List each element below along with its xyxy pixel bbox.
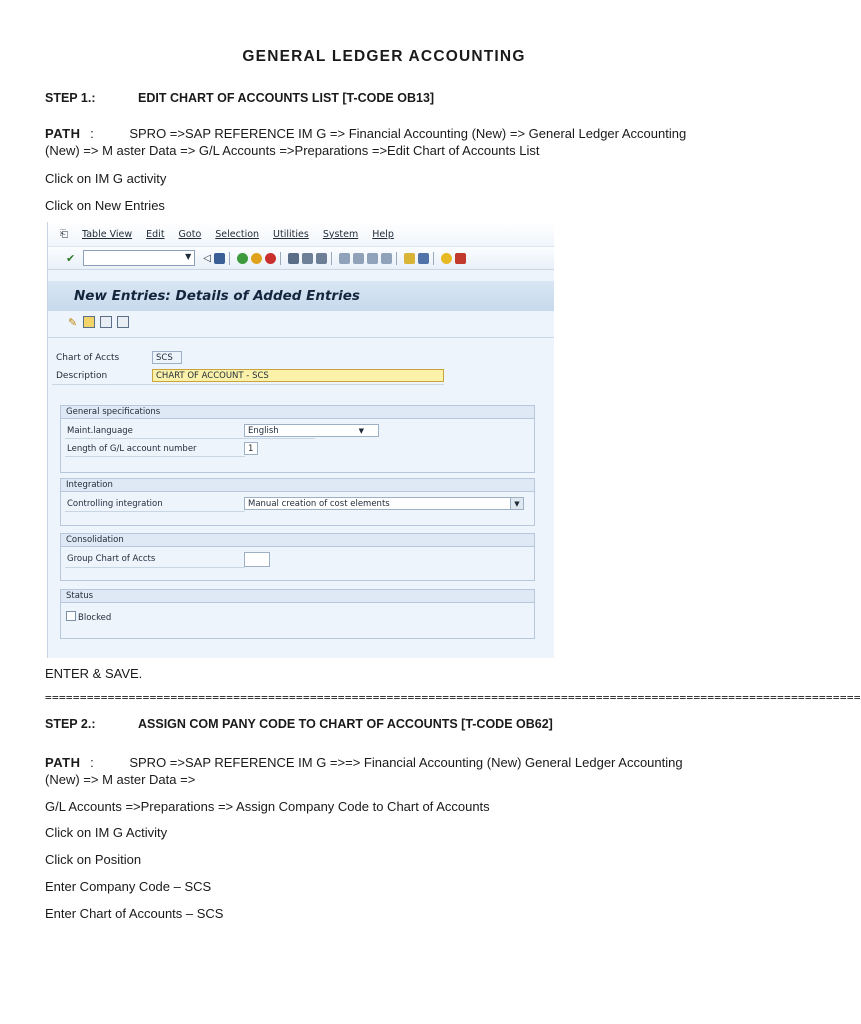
toolbar-separator <box>396 252 397 265</box>
menu-edit[interactable]: Edit <box>146 228 165 240</box>
group-chart-label: Group Chart of Accts <box>67 554 156 564</box>
controlling-integration-select[interactable] <box>244 497 524 510</box>
step2-click-position: Click on Position <box>45 852 142 867</box>
step2-label: STEP 2.: <box>45 717 96 731</box>
underline <box>65 456 245 457</box>
consolidation-header: Consolidation <box>61 534 534 547</box>
step2-title: ASSIGN COM PANY CODE TO CHART OF ACCOUNTS [T-CODE OB62] <box>138 717 553 731</box>
help-icon[interactable] <box>441 253 452 264</box>
undo-icon[interactable] <box>117 316 129 328</box>
sap-screenshot <box>47 222 554 658</box>
toolbar-separator <box>229 252 230 265</box>
underline <box>65 567 245 568</box>
command-field[interactable] <box>83 250 195 266</box>
screen-title-bar <box>48 281 554 311</box>
command-dropdown-icon[interactable]: ▼ <box>185 252 192 261</box>
toolbar-separator <box>331 252 332 265</box>
step2-enter-company-code: Enter Company Code – SCS <box>45 879 212 894</box>
find-next-icon[interactable] <box>316 253 327 264</box>
delete-icon[interactable] <box>100 316 112 328</box>
controlling-integration-label: Controlling integration <box>67 499 163 509</box>
new-session-icon[interactable] <box>404 253 415 264</box>
toolbar-separator <box>280 252 281 265</box>
group-chart-field[interactable] <box>244 552 270 567</box>
blocked-row <box>66 611 111 623</box>
step2-heading <box>45 717 553 731</box>
enter-check-icon[interactable]: ✔ <box>66 251 76 265</box>
step1-path-label: PATH <box>45 126 81 141</box>
display-change-icon[interactable]: ✎ <box>68 315 78 329</box>
integration-group <box>60 478 535 526</box>
controlling-integration-value: Manual creation of cost elements <box>248 499 390 509</box>
description-label: Description <box>56 371 108 381</box>
divider: ===================================================================================================================== <box>45 691 861 704</box>
status-header: Status <box>61 590 534 603</box>
toolbar-separator <box>433 252 434 265</box>
consolidation-group <box>60 533 535 581</box>
step1-click-new-entries: Click on New Entries <box>45 198 165 213</box>
step2-line3: G/L Accounts =>Preparations => Assign Company Code to Chart of Accounts <box>45 799 490 814</box>
maint-language-label: Maint.language <box>67 426 133 436</box>
chevron-down-icon[interactable]: ▼ <box>358 427 364 435</box>
application-toolbar <box>48 311 554 333</box>
step2-click-img: Click on IM G Activity <box>45 825 168 840</box>
step2-enter-chart: Enter Chart of Accounts – SCS <box>45 906 224 921</box>
step2-path <box>45 754 725 788</box>
length-gl-field[interactable]: 1 <box>244 442 258 455</box>
blocked-label: Blocked <box>78 613 112 623</box>
general-specifications-group <box>60 405 535 473</box>
screen-title: New Entries: Details of Added Entries <box>74 288 360 304</box>
maint-language-select[interactable] <box>244 424 379 437</box>
last-page-icon[interactable] <box>381 253 392 264</box>
dropdown-button-icon[interactable]: ▼ <box>510 498 523 509</box>
step1-title: EDIT CHART OF ACCOUNTS LIST [T-CODE OB13] <box>138 91 435 105</box>
save-icon[interactable] <box>214 253 225 264</box>
first-page-icon[interactable] <box>339 253 350 264</box>
step1-heading <box>45 91 434 105</box>
print-icon[interactable] <box>288 253 299 264</box>
menu-table-view[interactable]: Table View <box>82 228 133 240</box>
chart-of-accts-label: Chart of Accts <box>56 353 120 363</box>
menu-help[interactable]: Help <box>372 228 394 240</box>
underline <box>65 511 245 512</box>
find-icon[interactable] <box>302 253 313 264</box>
sap-menubar <box>48 222 554 247</box>
step1-enter-save: ENTER & SAVE. <box>45 666 143 681</box>
step1-label: STEP 1.: <box>45 91 96 105</box>
chart-of-accts-row <box>56 350 119 366</box>
underline <box>65 438 315 439</box>
previous-page-icon[interactable] <box>353 253 364 264</box>
layout-icon[interactable] <box>455 253 466 264</box>
step1-path <box>45 125 725 159</box>
document-title: GENERAL LEDGER ACCOUNTING <box>242 48 526 65</box>
menu-system[interactable]: System <box>322 228 359 240</box>
description-field[interactable]: CHART OF ACCOUNT - SCS <box>152 369 444 382</box>
underline <box>52 384 444 385</box>
menu-selection[interactable]: Selection <box>215 228 260 240</box>
status-group <box>60 589 535 639</box>
copy-icon[interactable] <box>83 316 95 328</box>
divider-line <box>48 337 554 338</box>
sap-window-menu-icon[interactable]: ⎗ <box>60 228 68 240</box>
cancel-icon[interactable] <box>265 253 276 264</box>
back-arrow-icon[interactable]: ◁ <box>203 252 211 264</box>
sap-standard-toolbar <box>48 247 554 270</box>
back-icon[interactable] <box>237 253 248 264</box>
general-specifications-header: General specifications <box>61 406 534 419</box>
menu-utilities[interactable]: Utilities <box>273 228 309 240</box>
next-page-icon[interactable] <box>367 253 378 264</box>
step2-path-sep: : <box>90 755 94 770</box>
step1-path-line2: (New) => M aster Data => G/L Accounts =>Preparations =>Edit Chart of Accounts List <box>45 143 540 158</box>
exit-icon[interactable] <box>251 253 262 264</box>
chart-of-accts-field[interactable]: SCS <box>152 351 182 364</box>
menu-goto[interactable]: Goto <box>178 228 202 240</box>
length-gl-label: Length of G/L account number <box>67 444 197 454</box>
step1-path-line1: SPRO =>SAP REFERENCE IM G => Financial Accounting (New) => General Ledger Accounting <box>129 126 687 141</box>
step1-path-sep: : <box>90 126 94 141</box>
blocked-checkbox[interactable] <box>66 611 76 621</box>
step2-path-line2: (New) => M aster Data => <box>45 772 196 787</box>
integration-header: Integration <box>61 479 534 492</box>
step2-path-label: PATH <box>45 755 81 770</box>
maint-language-value: English <box>248 426 279 436</box>
description-row <box>56 368 107 384</box>
shortcut-icon[interactable] <box>418 253 429 264</box>
step2-path-line1: SPRO =>SAP REFERENCE IM G =>=> Financial Accounting (New) General Ledger Accounting <box>129 755 683 770</box>
step1-click-img: Click on IM G activity <box>45 171 167 186</box>
